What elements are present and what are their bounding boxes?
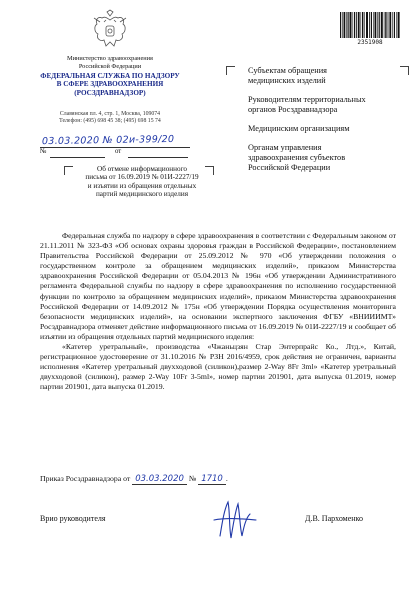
number-label: № xyxy=(40,148,47,155)
agency-address xyxy=(30,111,190,126)
recipient-4-line-3: Российской Федерации xyxy=(248,163,331,172)
signer-name: Д.В. Пархоменко xyxy=(305,514,364,523)
order-number: 1710 xyxy=(198,474,226,485)
order-end: . xyxy=(225,474,228,483)
recipient-1-line-2: медицинских изделий xyxy=(248,76,326,85)
recipient-2-line-1: Руководителям территориальных xyxy=(248,95,366,104)
recipient-4-line-1: Органам управления xyxy=(248,143,322,152)
barcode-number: 2351908 xyxy=(357,39,383,46)
ministry-line-1: Министерство здравоохранения xyxy=(67,55,153,62)
body-paragraph-2: «Катетер уретральный», производства «Чжаньцзян Стар Энтерпрайс Ко., Лтд.», Китай, регистрационное удостоверение от 31.10.2016 № РЗН 2016/4959, срок действия не ограничен, варианты исполнения «Катетер уретральный двухходовой (силикон),размер 2-Way 8Fr 3ml» «Катетер уретральный двухходовой (силикон), размер 2-Way 10Fr 3-5ml», номер партии 201901, дата выпуска 01.2019, номер партии 201901, дата выпуска 01.2019. xyxy=(40,342,396,392)
agency-name xyxy=(18,72,202,97)
order-reference xyxy=(40,474,228,485)
subject-line-2: письма от 16.09.2019 № 01И-2227/19 xyxy=(85,173,199,182)
double-headed-eagle-emblem xyxy=(88,8,132,52)
address-line-1: Славянская пл. 4, стр. 1, Москва, 109074 xyxy=(59,111,161,117)
recipient-4 xyxy=(248,143,408,173)
ot-underline xyxy=(128,157,188,158)
order-number-label: № xyxy=(188,474,197,483)
signer-position: Врио руководителя xyxy=(40,514,106,523)
recipient-4-line-2: здравоохранения субъектов xyxy=(248,153,346,162)
recipient-1 xyxy=(248,66,408,86)
subject-line-4: партий медицинского изделия xyxy=(95,189,189,198)
recipient-corner-left xyxy=(226,66,235,75)
letter-body xyxy=(40,231,396,393)
subject-line-3: и изъятии из обращения отдельных xyxy=(87,181,197,190)
letter-subject xyxy=(72,165,212,198)
number-underline xyxy=(50,157,105,158)
ot-label: от xyxy=(115,148,122,155)
recipient-3 xyxy=(248,124,408,134)
recipient-2-line-2: органов Росздравнадзора xyxy=(248,105,338,114)
subject-line-1: Об отмене информационного xyxy=(97,165,187,173)
agency-line-1: ФЕДЕРАЛЬНАЯ СЛУЖБА ПО НАДЗОРУ xyxy=(40,72,180,80)
agency-line-2: В СФЕРЕ ЗДРАВООХРАНЕНИЯ xyxy=(56,80,164,89)
agency-line-3: (РОСЗДРАВНАДЗОР) xyxy=(74,88,146,97)
handwritten-date-number: 03.03.2020 № 02и-399/20 xyxy=(41,133,175,148)
ministry-name xyxy=(30,55,190,70)
order-label: Приказ Росздравнадзора от xyxy=(40,474,131,483)
barcode xyxy=(340,12,400,38)
address-line-2: Телефон: (495) 698 45 38; (495) 698 15 74 xyxy=(59,118,161,125)
order-date: 03.03.2020 xyxy=(132,474,187,485)
recipient-1-line-1: Субъектам обращения xyxy=(248,66,327,75)
recipients-block xyxy=(248,66,408,182)
body-paragraph-1: Федеральная служба по надзору в сфере здравоохранения в соответствии с Федеральным законом от 21.11.2011 № 323-ФЗ «Об основах охраны здоровья граждан в Российской Федерации», постановлением Правительства Российской Федерации от 25.09.2012 № 970 «Об утверждении положения о государственном контроле за обращением медицинских изделий», приказом Министерства здравоохранения Российской Федерации от 05.04.2013 № 196н «Об утверждении Административного регламента Федеральной службы по надзору в сфере здравоохранения по исполнению государственной функции по контролю за обращением медицинских изделий», приказом Министерства здравоохранения Российской Федерации от 14.09.2012 № 175н «Об утверждении Порядка осуществления мониторинга безопасности медицинских изделий», на основании экспертного заключения ФГБУ «ВНИИИМТ» Росздравнадзора отменяет действие информационного письма от 16.09.2019 № 01И-2227/19 и сообщает об изъятии из обращения отдельных партий медицинского изделия: xyxy=(40,231,396,341)
handwritten-signature xyxy=(200,496,270,542)
ministry-line-2: Российской Федерации xyxy=(78,62,142,70)
recipient-3-line-1: Медицинским организациям xyxy=(248,124,350,133)
recipient-2 xyxy=(248,95,408,115)
